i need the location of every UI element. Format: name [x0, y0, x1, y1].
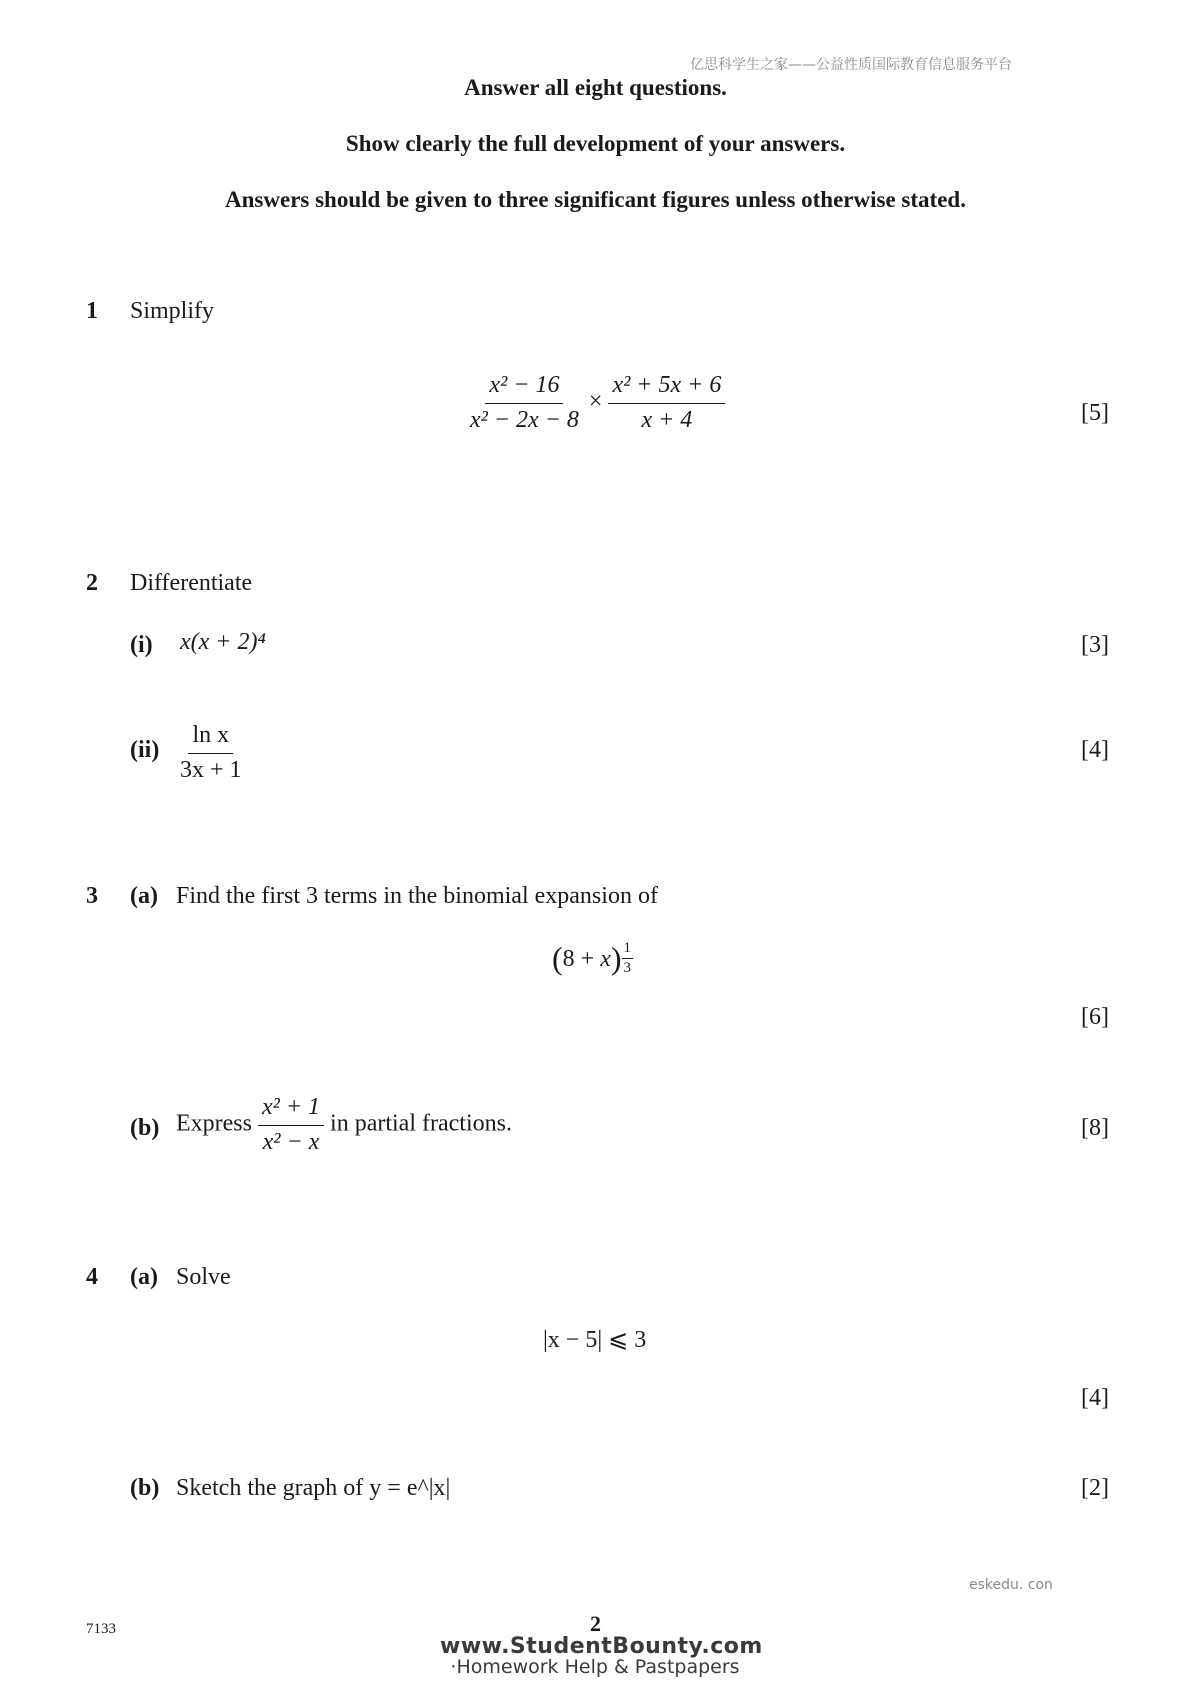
question-4-part-b-text: Sketch the graph of y = e^|x| — [176, 1475, 451, 1501]
question-2-part-i-label: (i) — [130, 632, 153, 658]
q1-fraction-2 — [608, 372, 725, 434]
question-2-number: 2 — [86, 570, 98, 596]
q1-frac1-denominator: x² − 2x − 8 — [470, 406, 579, 433]
question-1-mark: [5] — [1081, 400, 1109, 426]
question-2-part-i-expression: x(x + 2)⁴ — [180, 629, 266, 655]
question-3-part-b-sentence — [176, 1094, 512, 1156]
question-3-part-b-label: (b) — [130, 1115, 160, 1141]
watermark-footer: eskedu. con — [969, 1577, 1053, 1593]
q3b-text-pre: Express — [176, 1110, 252, 1137]
page-number: 2 — [590, 1611, 601, 1636]
instruction-line-1: Answer all eight questions. — [464, 75, 727, 100]
q3b-numerator: x² + 1 — [258, 1094, 324, 1126]
q2-ii-fraction — [176, 722, 246, 784]
q3b-denominator: x² − x — [262, 1128, 320, 1155]
q3b-text-post: in partial fractions. — [330, 1110, 512, 1137]
question-1-expression — [466, 372, 725, 434]
logo-line-2: ·Homework Help & Pastpapers — [450, 1656, 740, 1678]
question-4-part-b-label: (b) — [130, 1475, 160, 1501]
question-3-number: 3 — [86, 883, 98, 909]
question-4-part-a-label: (a) — [130, 1264, 158, 1290]
q3b-fraction — [258, 1094, 324, 1156]
q1-frac2-numerator: x² + 5x + 6 — [608, 372, 725, 404]
question-3-part-b-mark: [8] — [1081, 1115, 1109, 1141]
question-1-text: Simplify — [130, 298, 215, 324]
question-4-part-b-mark: [2] — [1081, 1475, 1109, 1501]
instruction-line-2: Show clearly the full development of your answers. — [345, 131, 846, 156]
question-4-number: 4 — [86, 1264, 98, 1290]
question-2-text: Differentiate — [130, 570, 253, 596]
question-2-part-i-mark: [3] — [1081, 632, 1109, 658]
question-4-part-a-expression: |x − 5| ⩽ 3 — [543, 1327, 647, 1353]
question-3-part-a-expression: (8 + x) $^{\frac{1}{3}}$ — [552, 940, 632, 977]
studentbounty-logo — [440, 1634, 763, 1678]
q1-fraction-1 — [466, 372, 583, 434]
paper-code: 7133 — [86, 1621, 116, 1637]
question-2-part-ii-expression — [176, 722, 246, 784]
q2-ii-denominator: 3x + 1 — [180, 756, 242, 783]
question-2-part-ii-label: (ii) — [130, 737, 160, 763]
question-3-part-a-mark: [6] — [1081, 1004, 1109, 1030]
q2-ii-numerator: ln x — [188, 722, 233, 754]
q1-frac1-numerator: x² − 16 — [485, 372, 563, 404]
watermark-header: 亿思科学生之家——公益性质国际教育信息服务平台 — [690, 57, 1012, 73]
question-4-part-a-text: Solve — [176, 1264, 231, 1290]
question-2-part-ii-mark: [4] — [1081, 737, 1109, 763]
question-3-part-a-label: (a) — [130, 883, 158, 909]
times-sign: × — [588, 388, 603, 415]
instruction-line-3: Answers should be given to three significant figures unless otherwise stated. — [225, 187, 966, 212]
logo-line-1: www.StudentBounty.com — [440, 1634, 763, 1659]
question-3-part-a-text: Find the first 3 terms in the binomial expansion of — [176, 883, 658, 909]
q1-frac2-denominator: x + 4 — [641, 406, 693, 433]
question-4-part-a-mark: [4] — [1081, 1385, 1109, 1411]
question-1-number: 1 — [86, 298, 98, 324]
